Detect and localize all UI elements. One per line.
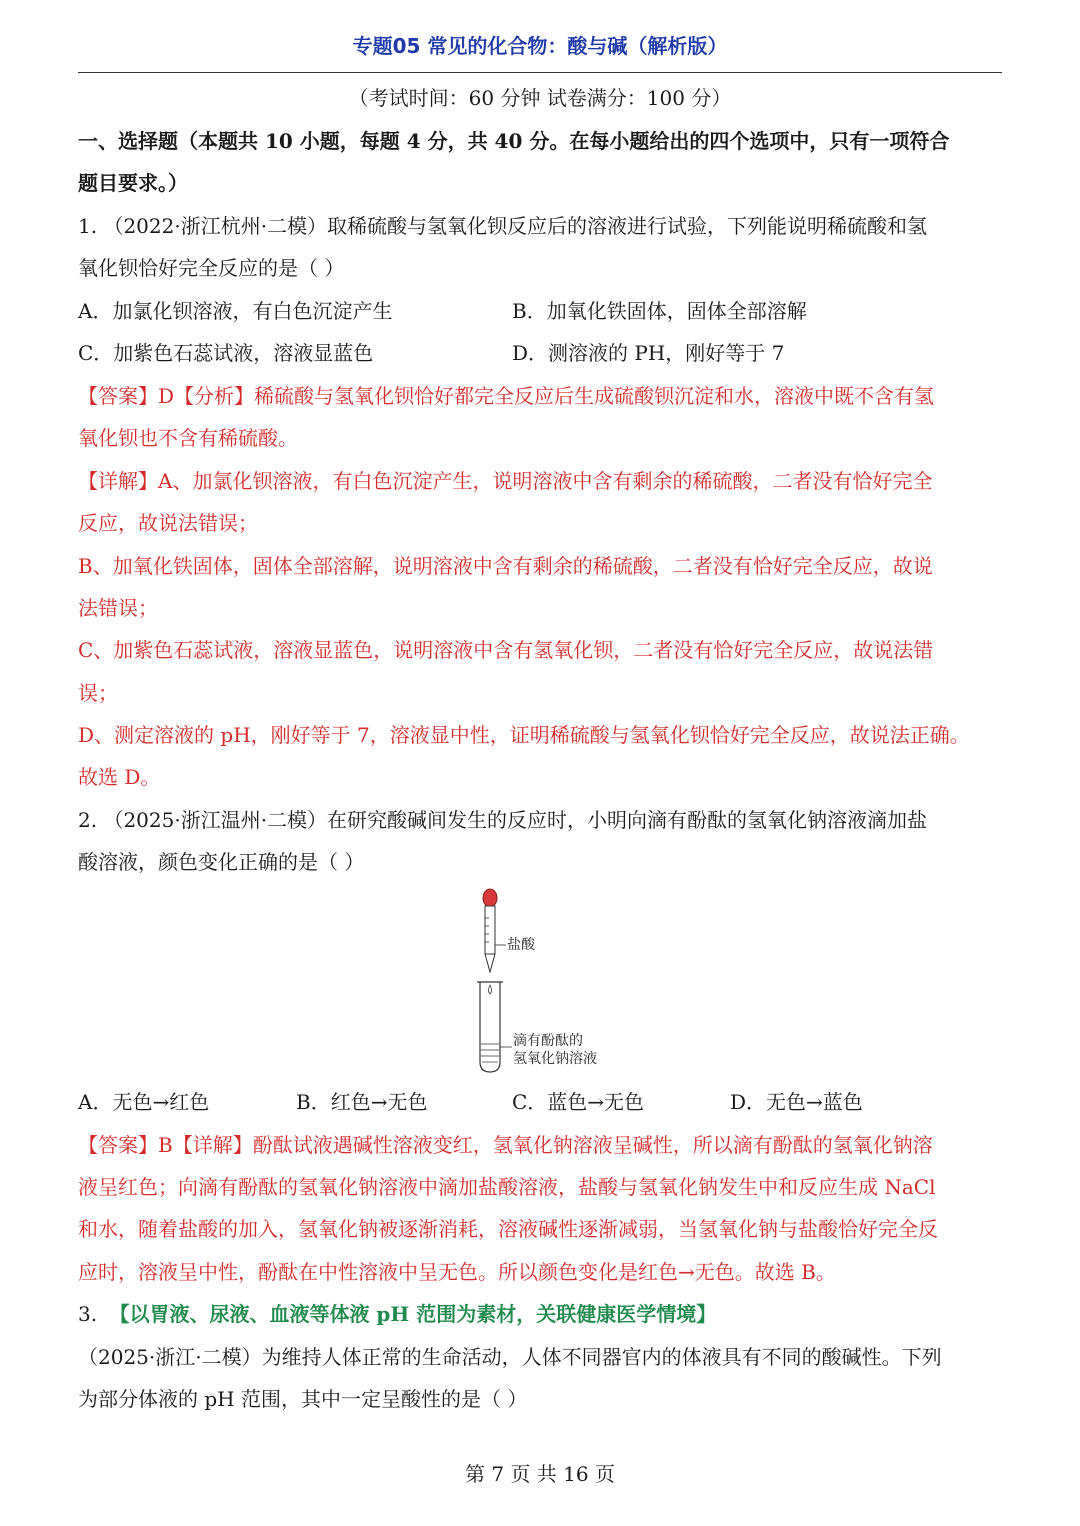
section-heading-line1: 一、选择题（本题共 10 小题，每题 4 分，共 40 分。在每小题给出的四个选项中，只有一项符合 — [78, 129, 950, 153]
q2-answer-line: 【答案】B【详解】酚酞试液遇碱性溶液变红，氢氧化钠溶液呈碱性，所以滴有酚酞的氢氧化钠溶 — [78, 1133, 933, 1157]
header-divider — [78, 72, 1002, 73]
q2-option-b: B．红色→无色 — [296, 1090, 428, 1114]
q1-answer-line: 氧化钡也不含有稀硫酸。 — [78, 426, 298, 450]
q3-context-tag: 【以胃液、尿液、血液等体液 pH 范围为素材，关联健康医学情境】 — [109, 1302, 717, 1326]
q2-option-d: D．无色→蓝色 — [730, 1090, 863, 1114]
q1-option-d: D．测溶液的 PH，刚好等于 7 — [512, 341, 785, 365]
q2-answer-line: 和水，随着盐酸的加入，氢氧化钠被逐渐消耗，溶液碱性逐渐减弱，当氢氧化钠与盐酸恰好完全反 — [78, 1217, 938, 1241]
q2-stem-line2: 酸溶液，颜色变化正确的是（ ） — [78, 850, 365, 874]
q1-answer-line: 【答案】D【分析】稀硫酸与氢氧化钡恰好都完全反应后生成硫酸钡沉淀和水，溶液中既不含有氢 — [78, 384, 935, 408]
q1-option-b: B．加氧化铁固体，固体全部溶解 — [512, 299, 807, 323]
tube-label-line1: 滴有酚酞的 — [513, 1033, 583, 1049]
q2-option-a: A．无色→红色 — [78, 1090, 210, 1114]
q1-stem-line2: 氧化钡恰好完全反应的是（ ） — [78, 256, 345, 280]
q1-answer-line: D、测定溶液的 pH，刚好等于 7，溶液显中性，证明稀硫酸与氢氧化钡恰好完全反应，故说法正确。 — [78, 723, 970, 747]
dropper-barrel — [485, 906, 495, 954]
q3-stem-line2: 为部分体液的 pH 范围，其中一定呈酸性的是（ ） — [78, 1387, 528, 1411]
dropper-tip — [485, 954, 495, 972]
q2-option-c: C．蓝色→无色 — [512, 1090, 645, 1114]
dropper-bulb — [483, 889, 497, 907]
dropper-label: 盐酸 — [507, 937, 535, 953]
q1-option-a: A．加氯化钡溶液，有白色沉淀产生 — [78, 299, 393, 323]
exam-info: （考试时间：60 分钟 试卷满分：100 分） — [348, 86, 732, 110]
dropper-testtube-figure — [440, 882, 660, 1082]
q3-stem-line1: （2025·浙江·二模）为维持人体正常的生命活动，人体不同器官内的体液具有不同的酸碱性。下列 — [78, 1345, 942, 1369]
tube-label-line2: 氢氧化钠溶液 — [513, 1051, 597, 1067]
q3-number: 3. — [78, 1302, 98, 1326]
q1-answer-line: B、加氧化铁固体，固体全部溶解，说明溶液中含有剩余的稀硫酸，二者没有恰好完全反应，故说 — [78, 554, 933, 578]
q2-answer-line: 应时，溶液呈中性，酚酞在中性溶液中呈无色。所以颜色变化是红色→无色。故选 B。 — [78, 1260, 836, 1284]
q2-stem-line1: 2. （2025·浙江温州·二模）在研究酸碱间发生的反应时，小明向滴有酚酞的氢氧化钠溶液滴加盐 — [78, 808, 928, 832]
q1-answer-line: C、加紫色石蕊试液，溶液显蓝色，说明溶液中含有氢氧化钡，二者没有恰好完全反应，故说法错 — [78, 638, 934, 662]
page-number: 第 7 页 共 16 页 — [465, 1462, 615, 1486]
q1-answer-line: 法错误； — [78, 596, 158, 620]
test-tube — [480, 982, 500, 1072]
q3-header — [78, 1300, 716, 1328]
section-heading-line2: 题目要求。） — [78, 171, 188, 195]
q1-answer-line: 误； — [78, 681, 118, 705]
page-title: 专题05 常见的化合物：酸与碱（解析版） — [352, 34, 728, 58]
q1-answer-line: 反应，故说法错误； — [78, 511, 258, 535]
q2-answer-line: 液呈红色；向滴有酚酞的氢氧化钠溶液中滴加盐酸溶液，盐酸与氢氧化钠发生中和反应生成 NaCl — [78, 1175, 936, 1199]
q1-stem-line1: 1. （2022·浙江杭州·二模）取稀硫酸与氢氧化钡反应后的溶液进行试验，下列能说明稀硫酸和氢 — [78, 214, 928, 238]
q1-answer-line: 【详解】A、加氯化钡溶液，有白色沉淀产生，说明溶液中含有剩余的稀硫酸，二者没有恰好完全 — [78, 469, 933, 493]
q1-answer-line: 故选 D。 — [78, 765, 161, 789]
q1-option-c: C．加紫色石蕊试液，溶液显蓝色 — [78, 341, 374, 365]
